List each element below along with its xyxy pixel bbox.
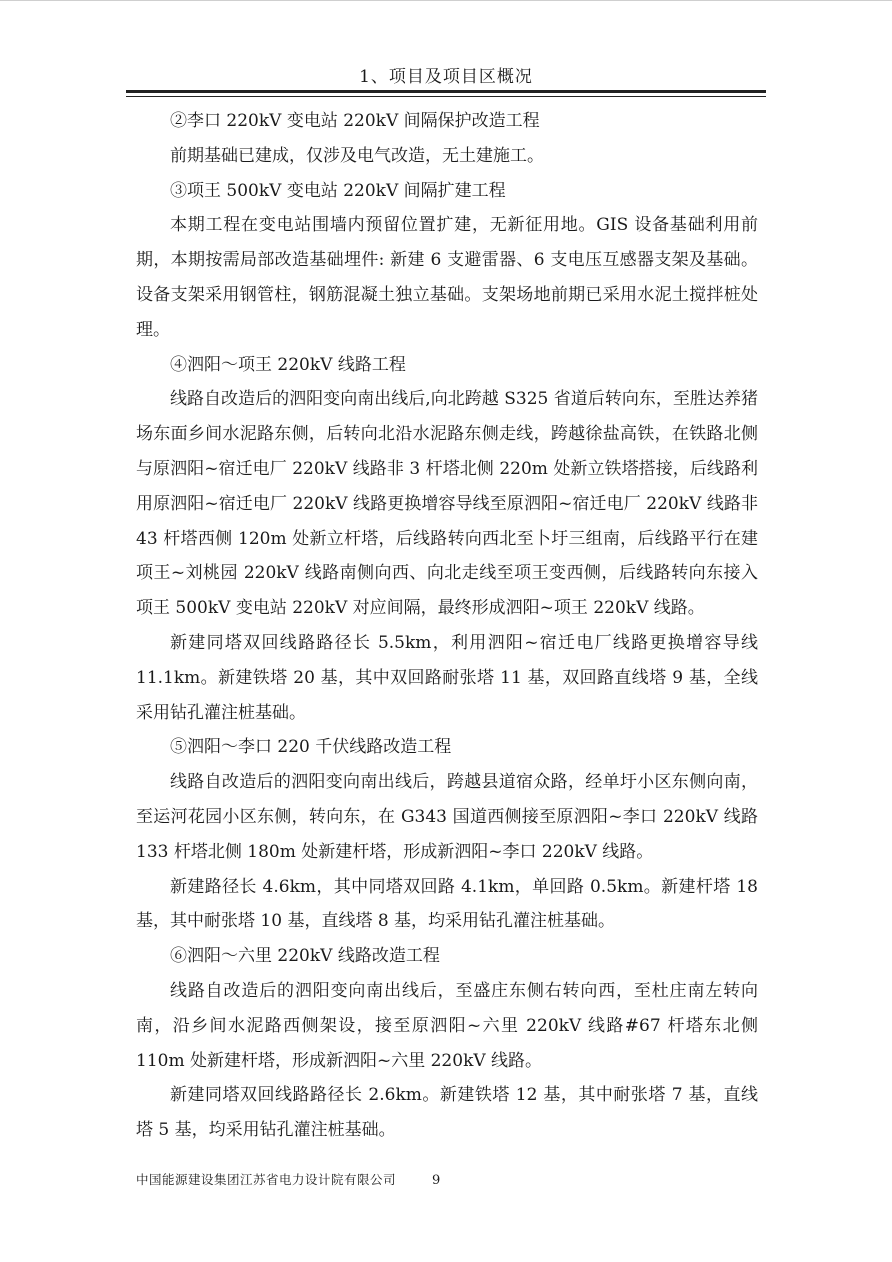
footer-company: 中国能源建设集团江苏省电力设计院有限公司 (136, 1172, 397, 1187)
page-header-title: 1、项目及项目区概况 (359, 67, 533, 87)
paragraph: 前期基础已建成，仅涉及电气改造，无土建施工。 (170, 145, 544, 166)
document-body (136, 104, 758, 1148)
page-footer (136, 1170, 441, 1188)
paragraph: 新建路径长 4.6km，其中同塔双回路 4.1km，单回路 0.5km。新建杆塔 18 基，其中耐张塔 10 基，直线塔 8 基，均采用钻孔灌注桩基础。 (136, 876, 758, 932)
paragraph: 本期工程在变电站围墙内预留位置扩建，无新征用地。GIS 设备基础利用前期，本期按需局部改造基础埋件: 新建 6 支避雷器、6 支电压互感器支架及基础。设备支架采用钢管柱，钢筋混凝土独立基础。支架场地前期已采用水泥土搅拌桩处理。 (136, 215, 758, 340)
paragraph: 新建同塔双回线路路径长 2.6km。新建铁塔 12 基，其中耐张塔 7 基，直线塔 5 基，均采用钻孔灌注桩基础。 (136, 1085, 758, 1141)
section-heading-siyang-likou: ⑤泗阳～李口 220 千伏线路改造工程 (170, 737, 452, 758)
section-heading-siyang-xiangwang: ④泗阳～项王 220kV 线路工程 (170, 354, 406, 375)
section-heading-likou: ②李口 220kV 变电站 220kV 间隔保护改造工程 (170, 111, 540, 131)
section-heading-siyang-liuli: ⑥泗阳～六里 220kV 线路改造工程 (170, 946, 440, 967)
page-number: 9 (432, 1173, 441, 1188)
header-rule-thick (126, 90, 766, 93)
paragraph: 新建同塔双回线路路径长 5.5km，利用泗阳~宿迁电厂线路更换增容导线 11.1km。新建铁塔 20 基，其中双回路耐张塔 11 基，双回路直线塔 9 基，全线采用钻孔灌注桩基础。 (136, 632, 758, 723)
page-top-border (0, 0, 892, 1)
paragraph: 线路自改造后的泗阳变向南出线后,向北跨越 S325 省道后转向东，至胜达养猪场东面乡间水泥路东侧，后转向北沿水泥路东侧走线，跨越徐盐高铁，在铁路北侧与原泗阳~宿迁电厂 220kV 线路非 3 杆塔北侧 220m 处新立铁塔搭接，后线路利用原泗阳~宿迁电厂 220kV 线路更换增容导线至原泗阳~宿迁电厂 220kV 线路非 43 杆塔西侧 120m 处新立杆塔，后线路转向西北至卜圩三组南，后线路平行在建项王~刘桃园 220kV 线路南侧向西、向北走线至项王变西侧，后线路转向东接入项王 500kV 变电站 220kV 对应间隔，最终形成泗阳~项王 220kV 线路。 (136, 389, 758, 619)
paragraph: 线路自改造后的泗阳变向南出线后，至盛庄东侧右转向西，至杜庄南左转向南，沿乡间水泥路西侧架设，接至原泗阳~六里 220kV 线路#67 杆塔东北侧 110m 处新建杆塔，形成新泗阳~六里 220kV 线路。 (136, 980, 758, 1071)
paragraph: 线路自改造后的泗阳变向南出线后，跨越县道宿众路，经单圩小区东侧向南，至运河花园小区东侧，转向东，在 G343 国道西侧接至原泗阳~李口 220kV 线路 133 杆塔北侧 180m 处新建杆塔，形成新泗阳~李口 220kV 线路。 (136, 772, 758, 862)
section-heading-xiangwang: ③项王 500kV 变电站 220kV 间隔扩建工程 (170, 180, 506, 201)
header-rule-thin (126, 96, 766, 97)
